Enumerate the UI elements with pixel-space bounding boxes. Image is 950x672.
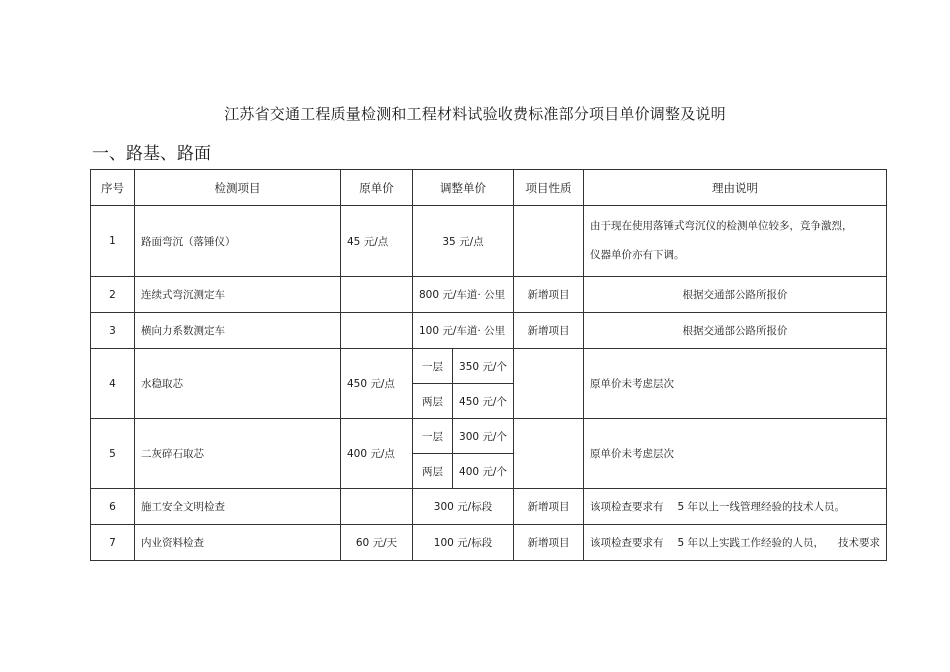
cell-nature: 新增项目 [514, 525, 584, 561]
header-adj-price: 调整单价 [413, 170, 514, 206]
cell-layer-label: 两层 [413, 384, 453, 419]
cell-adj-price: 35 元/点 [413, 206, 514, 277]
table-row [91, 489, 887, 525]
reason-part-b: 5 年以上一线管理经验的技术人员。 [677, 501, 846, 513]
cell-orig-price: 60 元/天 [341, 525, 413, 561]
cell-item: 水稳取芯 [135, 349, 341, 419]
cell-reason: 原单价未考虑层次 [584, 419, 887, 489]
cell-layer-label: 一层 [413, 419, 453, 454]
cell-adj-price: 800 元/车道· 公里 [413, 277, 514, 313]
cell-adj-price: 300 元/标段 [413, 489, 514, 525]
cell-item: 横向力系数测定车 [135, 313, 341, 349]
cell-item: 二灰碎石取芯 [135, 419, 341, 489]
table-row [91, 206, 887, 277]
reason-part-a: 该项检查要求有 [590, 537, 664, 549]
cell-nature [514, 206, 584, 277]
cell-seq: 3 [91, 313, 135, 349]
cell-item: 路面弯沉（落锤仪） [135, 206, 341, 277]
cell-reason: 原单价未考虑层次 [584, 349, 887, 419]
cell-nature: 新增项目 [514, 313, 584, 349]
cell-reason [584, 525, 887, 561]
cell-seq: 7 [91, 525, 135, 561]
cell-seq: 4 [91, 349, 135, 419]
table-row [91, 419, 887, 454]
cell-nature: 新增项目 [514, 277, 584, 313]
reason-line-2: 仪器单价亦有下调。 [590, 249, 685, 261]
table-row [91, 349, 887, 384]
reason-part-b: 5 年以上实践工作经验的人员， [677, 537, 825, 549]
fee-adjustment-table [90, 169, 887, 561]
cell-layer-price: 350 元/个 [453, 349, 514, 384]
header-reason: 理由说明 [584, 170, 887, 206]
cell-item: 连续式弯沉测定车 [135, 277, 341, 313]
cell-layer-price: 300 元/个 [453, 419, 514, 454]
table-row [91, 277, 887, 313]
cell-reason: 根据交通部公路所报价 [584, 313, 887, 349]
cell-adj-price: 100 元/标段 [413, 525, 514, 561]
section-heading: 一、路基、路面 [92, 144, 211, 164]
cell-orig-price: 45 元/点 [341, 206, 413, 277]
cell-item: 内业资料检查 [135, 525, 341, 561]
cell-reason: 根据交通部公路所报价 [584, 277, 887, 313]
cell-adj-price: 100 元/车道· 公里 [413, 313, 514, 349]
table-row [91, 313, 887, 349]
cell-seq: 1 [91, 206, 135, 277]
cell-layer-label: 一层 [413, 349, 453, 384]
cell-orig-price: 400 元/点 [341, 419, 413, 489]
header-orig-price: 原单价 [341, 170, 413, 206]
cell-orig-price [341, 313, 413, 349]
header-item: 检测项目 [135, 170, 341, 206]
cell-seq: 5 [91, 419, 135, 489]
cell-orig-price: 450 元/点 [341, 349, 413, 419]
cell-layer-price: 450 元/个 [453, 384, 514, 419]
table-header-row [91, 170, 887, 206]
cell-orig-price [341, 277, 413, 313]
reason-part-a: 该项检查要求有 [590, 501, 664, 513]
cell-orig-price [341, 489, 413, 525]
cell-nature [514, 419, 584, 489]
header-seq: 序号 [91, 170, 135, 206]
cell-layer-label: 两层 [413, 454, 453, 489]
header-nature: 项目性质 [514, 170, 584, 206]
document-title: 江苏省交通工程质量检测和工程材料试验收费标准部分项目单价调整及说明 [224, 105, 726, 123]
reason-line-1: 由于现在使用落锤式弯沉仪的检测单位较多，竞争激烈， [590, 220, 853, 232]
cell-reason [584, 489, 887, 525]
cell-seq: 2 [91, 277, 135, 313]
cell-reason [584, 206, 887, 277]
cell-seq: 6 [91, 489, 135, 525]
cell-nature [514, 349, 584, 419]
cell-layer-price: 400 元/个 [453, 454, 514, 489]
cell-nature: 新增项目 [514, 489, 584, 525]
cell-item: 施工安全文明检查 [135, 489, 341, 525]
table-row [91, 525, 887, 561]
reason-part-c: 技术要求 [838, 537, 881, 549]
